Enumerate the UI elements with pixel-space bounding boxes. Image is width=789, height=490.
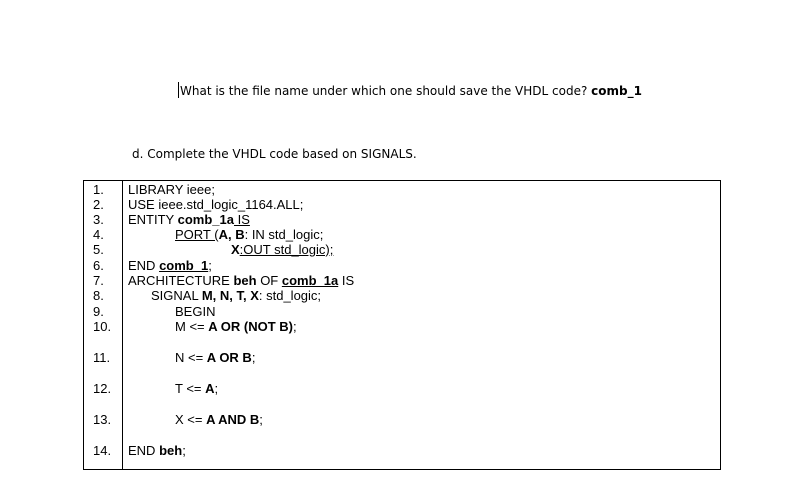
line-number: 7. xyxy=(93,273,104,288)
code-text xyxy=(175,228,323,242)
code-bold-segment: A OR (NOT B) xyxy=(208,319,293,334)
code-text xyxy=(128,213,250,227)
code-segment: SIGNAL xyxy=(151,288,202,303)
part-d-instruction: d. Complete the VHDL code based on SIGNALS. xyxy=(132,147,417,161)
line-number: 14. xyxy=(93,443,112,458)
code-line xyxy=(84,213,720,227)
line-number: 6. xyxy=(93,258,104,273)
code-text xyxy=(151,289,321,303)
code-segment: T <= xyxy=(175,381,206,396)
code-segment: : IN std_logic; xyxy=(244,227,324,242)
code-segment: END xyxy=(128,258,160,273)
code-bold-segment: comb_1a xyxy=(281,273,339,288)
code-bold-segment: comb_1 xyxy=(159,258,209,273)
line-number: 8. xyxy=(93,288,104,303)
code-text xyxy=(231,243,333,257)
line-number: 2. xyxy=(93,197,104,212)
code-segment: PORT ( xyxy=(175,227,219,242)
code-segment: IS xyxy=(338,273,355,288)
code-bold-segment: M, N, T, X xyxy=(201,288,259,303)
vhdl-code-table xyxy=(83,180,721,470)
code-text xyxy=(128,259,212,273)
code-segment: ARCHITECTURE xyxy=(128,273,234,288)
code-line xyxy=(84,259,720,273)
code-segment: M <= xyxy=(175,319,209,334)
code-segment: ; xyxy=(251,350,256,365)
code-segment: ; xyxy=(292,319,297,334)
code-line xyxy=(84,228,720,242)
code-text xyxy=(175,320,297,334)
code-bold-segment: A, B xyxy=(218,227,245,242)
code-segment: ENTITY xyxy=(128,212,178,227)
code-segment: : std_logic; xyxy=(258,288,322,303)
code-line xyxy=(84,305,720,319)
code-line xyxy=(84,413,720,427)
code-segment: ; xyxy=(208,258,212,273)
code-text xyxy=(175,413,263,427)
code-bold-segment: beh xyxy=(233,273,257,288)
code-text xyxy=(175,382,218,396)
code-line xyxy=(84,183,720,197)
code-text xyxy=(175,351,255,365)
code-segment: LIBRARY ieee; xyxy=(128,182,215,197)
code-bold-segment: comb_1a xyxy=(177,212,234,227)
code-line xyxy=(84,243,720,257)
line-number: 5. xyxy=(93,242,104,257)
question-answer: comb_1 xyxy=(591,84,642,98)
line-number: 11. xyxy=(93,350,111,365)
code-segment: BEGIN xyxy=(175,304,216,319)
code-segment: END xyxy=(128,443,160,458)
code-segment: ; xyxy=(259,412,263,427)
code-line xyxy=(84,289,720,303)
line-number: 9. xyxy=(93,304,104,319)
line-number: 10. xyxy=(93,319,112,334)
code-segment: OF xyxy=(256,273,282,288)
code-segment: N <= xyxy=(175,350,207,365)
code-line xyxy=(84,382,720,396)
code-segment: ; xyxy=(182,443,186,458)
question-text xyxy=(178,82,642,98)
line-number: 1. xyxy=(93,182,104,197)
line-number: 4. xyxy=(93,227,104,242)
code-text xyxy=(128,183,215,197)
code-line xyxy=(84,320,720,334)
code-line xyxy=(84,444,720,458)
line-number: 13. xyxy=(93,412,112,427)
code-text xyxy=(128,444,186,458)
code-bold-segment: A AND B xyxy=(206,412,260,427)
code-text xyxy=(175,305,215,319)
code-bold-segment: A OR B xyxy=(206,350,252,365)
code-segment: X <= xyxy=(175,412,207,427)
code-segment: ; xyxy=(214,381,219,396)
text-cursor xyxy=(178,82,179,98)
code-line xyxy=(84,274,720,288)
line-number: 3. xyxy=(93,212,104,227)
code-bold-segment: beh xyxy=(159,443,183,458)
code-segment: USE ieee.std_logic_1164.ALL; xyxy=(128,197,304,212)
code-line xyxy=(84,351,720,365)
question-prompt: What is the file name under which one should save the VHDL code? xyxy=(180,84,592,98)
line-number: 12. xyxy=(93,381,112,396)
code-bold-segment: X xyxy=(231,242,240,257)
code-segment: :OUT std_logic); xyxy=(239,242,334,257)
code-text xyxy=(128,274,354,288)
code-segment: IS xyxy=(233,212,250,227)
code-line xyxy=(84,198,720,212)
code-text xyxy=(128,198,303,212)
code-bold-segment: A xyxy=(205,381,215,396)
